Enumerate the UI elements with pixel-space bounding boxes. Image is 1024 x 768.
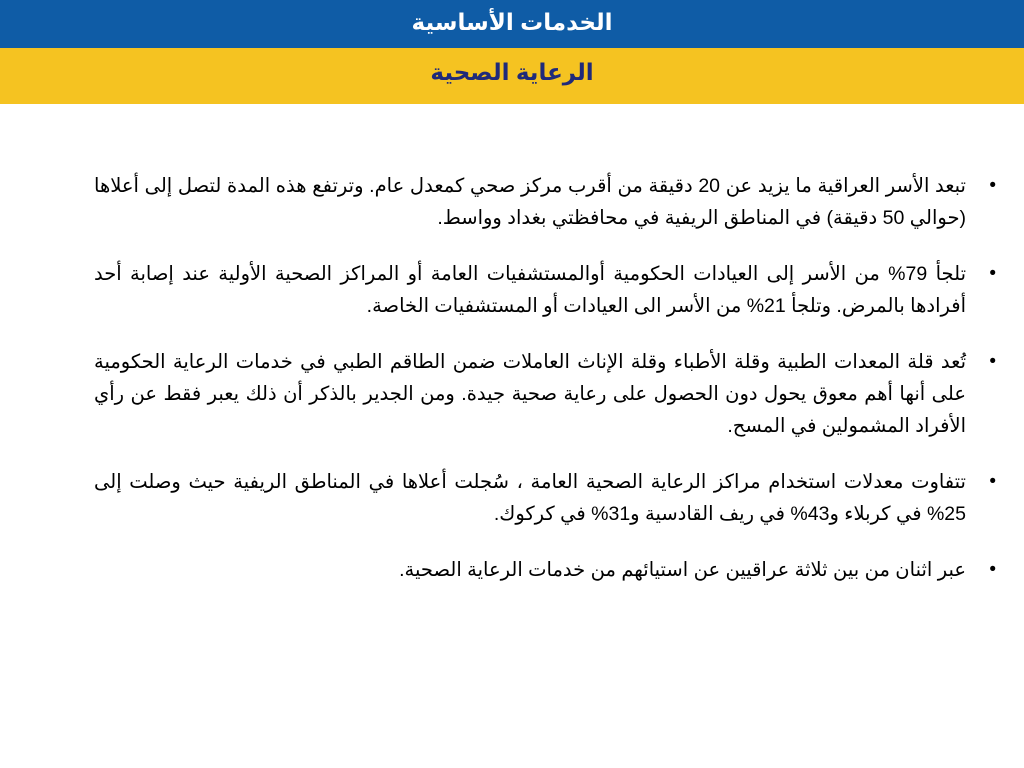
bullet-icon: • <box>989 351 996 372</box>
bullet-icon: • <box>989 263 996 284</box>
bullet-icon: • <box>989 471 996 492</box>
bullet-text: عبر اثنان من بين ثلاثة عراقيين عن استيائهم من خدمات الرعاية الصحية. <box>399 559 966 581</box>
list-item <box>94 170 996 234</box>
list-item <box>94 258 996 322</box>
list-item <box>94 554 996 586</box>
bullet-list <box>94 170 996 586</box>
bullet-icon: • <box>989 559 996 580</box>
content-area <box>94 170 996 610</box>
page-title: الخدمات الأساسية <box>411 8 613 35</box>
subtitle-bar <box>0 48 1024 104</box>
list-item <box>94 346 996 442</box>
bullet-text: تلجأ 79% من الأسر إلى العيادات الحكومية أوالمستشفيات العامة أو المراكز الصحية الأولية عند إصابة أحد أفرادها بالمرض. وتلجأ 21% من الأسر الى العيادات أو المستشفيات الخاصة. <box>94 263 966 317</box>
title-bar <box>0 0 1024 48</box>
bullet-text: تُعد قلة المعدات الطبية وقلة الأطباء وقلة الإناث العاملات ضمن الطاقم الطبي في خدمات الرعاية الحكومية على أنها أهم معوق يحول دون الحصول على رعاية صحية جيدة. ومن الجدير بالذكر أن ذلك يعبر فقط عن رأي الأفراد المشمولين في المسح. <box>94 351 966 437</box>
bullet-text: تتفاوت معدلات استخدام مراكز الرعاية الصحية العامة ، سُجلت أعلاها في المناطق الريفية حيث وصلت إلى 25% في كربلاء و43% في ريف القادسية و31% في كركوك. <box>94 471 966 525</box>
page-subtitle: الرعاية الصحية <box>430 58 594 85</box>
bullet-text: تبعد الأسر العراقية ما يزيد عن 20 دقيقة من أقرب مركز صحي كمعدل عام. وترتفع هذه المدة لتصل إلى أعلاها (حوالي 50 دقيقة) في المناطق الريفية في محافظتي بغداد وواسط. <box>94 175 966 229</box>
list-item <box>94 466 996 530</box>
bullet-icon: • <box>989 175 996 196</box>
